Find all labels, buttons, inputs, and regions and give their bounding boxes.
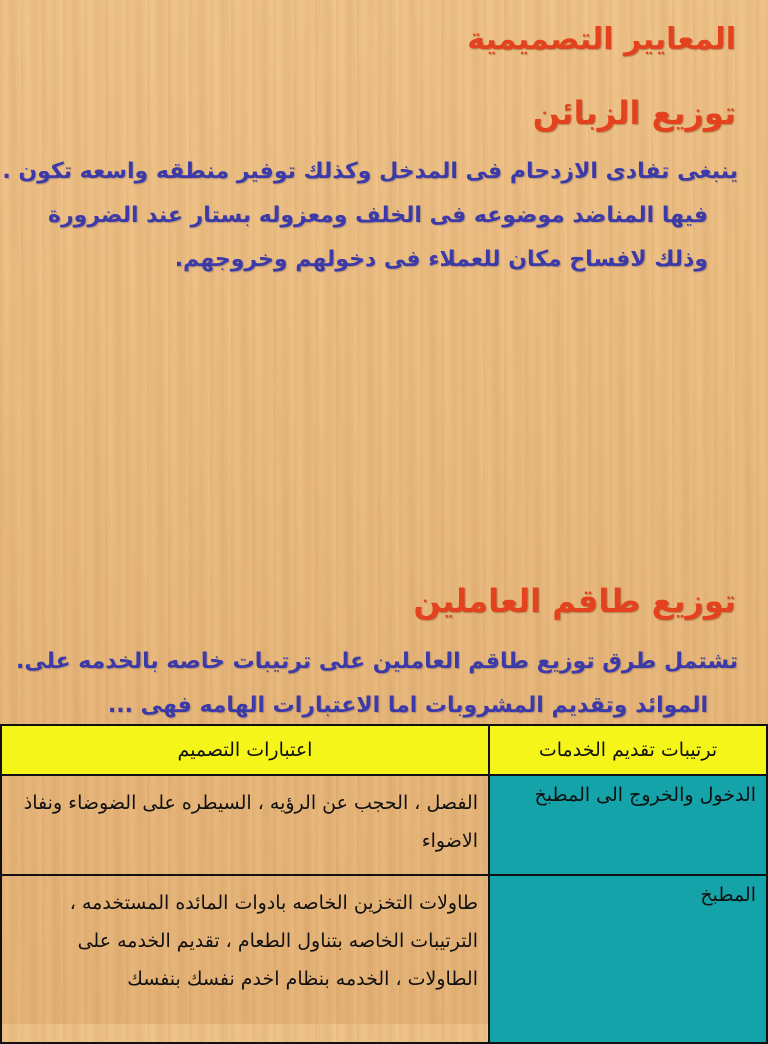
staff-section-heading: توزيع طاقم العاملين (413, 582, 736, 620)
table-row (1, 875, 767, 1043)
consideration-cell: طاولات التخزين الخاصه بادوات المائده المستخدمه ، الترتيبات الخاصه بتناول الطعام ، تقديم الخدمه على الطاولات ، الخدمه بنظام اخدم نفسك بنفسك (1, 875, 489, 1043)
table-header-row (1, 725, 767, 775)
customers-section-heading: توزيع الزبائن (532, 94, 736, 132)
header-considerations: اعتبارات التصميم (1, 725, 489, 775)
customers-line-2: فيها المناضد موضوعه فى الخلف ومعزوله بستار عند الضرورة (48, 203, 708, 228)
consideration-cell: الفصل ، الحجب عن الرؤيه ، السيطره على الضوضاء ونفاذ الاضواء (1, 775, 489, 875)
design-considerations-table (0, 724, 768, 1044)
table-row (1, 775, 767, 875)
customers-paragraph (2, 150, 738, 282)
header-services: ترتيبات تقديم الخدمات (489, 725, 767, 775)
page-title: المعايير التصميمية (467, 22, 736, 57)
service-cell: المطبخ (489, 875, 767, 1043)
customers-line-1: ينبغى تفادى الازدحام فى المدخل وكذلك توفير منطقه واسعه تكون . (2, 159, 738, 184)
staff-line-2: الموائد وتقديم المشروبات اما الاعتبارات الهامه فهى ... (107, 693, 708, 718)
service-cell: الدخول والخروج الى المطبخ (489, 775, 767, 875)
staff-paragraph (16, 640, 738, 728)
staff-line-1: تشتمل طرق توزيع طاقم العاملين على ترتيبات خاصه بالخدمه على. (16, 649, 738, 674)
customers-line-3: وذلك لافساح مكان للعملاء فى دخولهم وخروجهم. (174, 247, 708, 272)
